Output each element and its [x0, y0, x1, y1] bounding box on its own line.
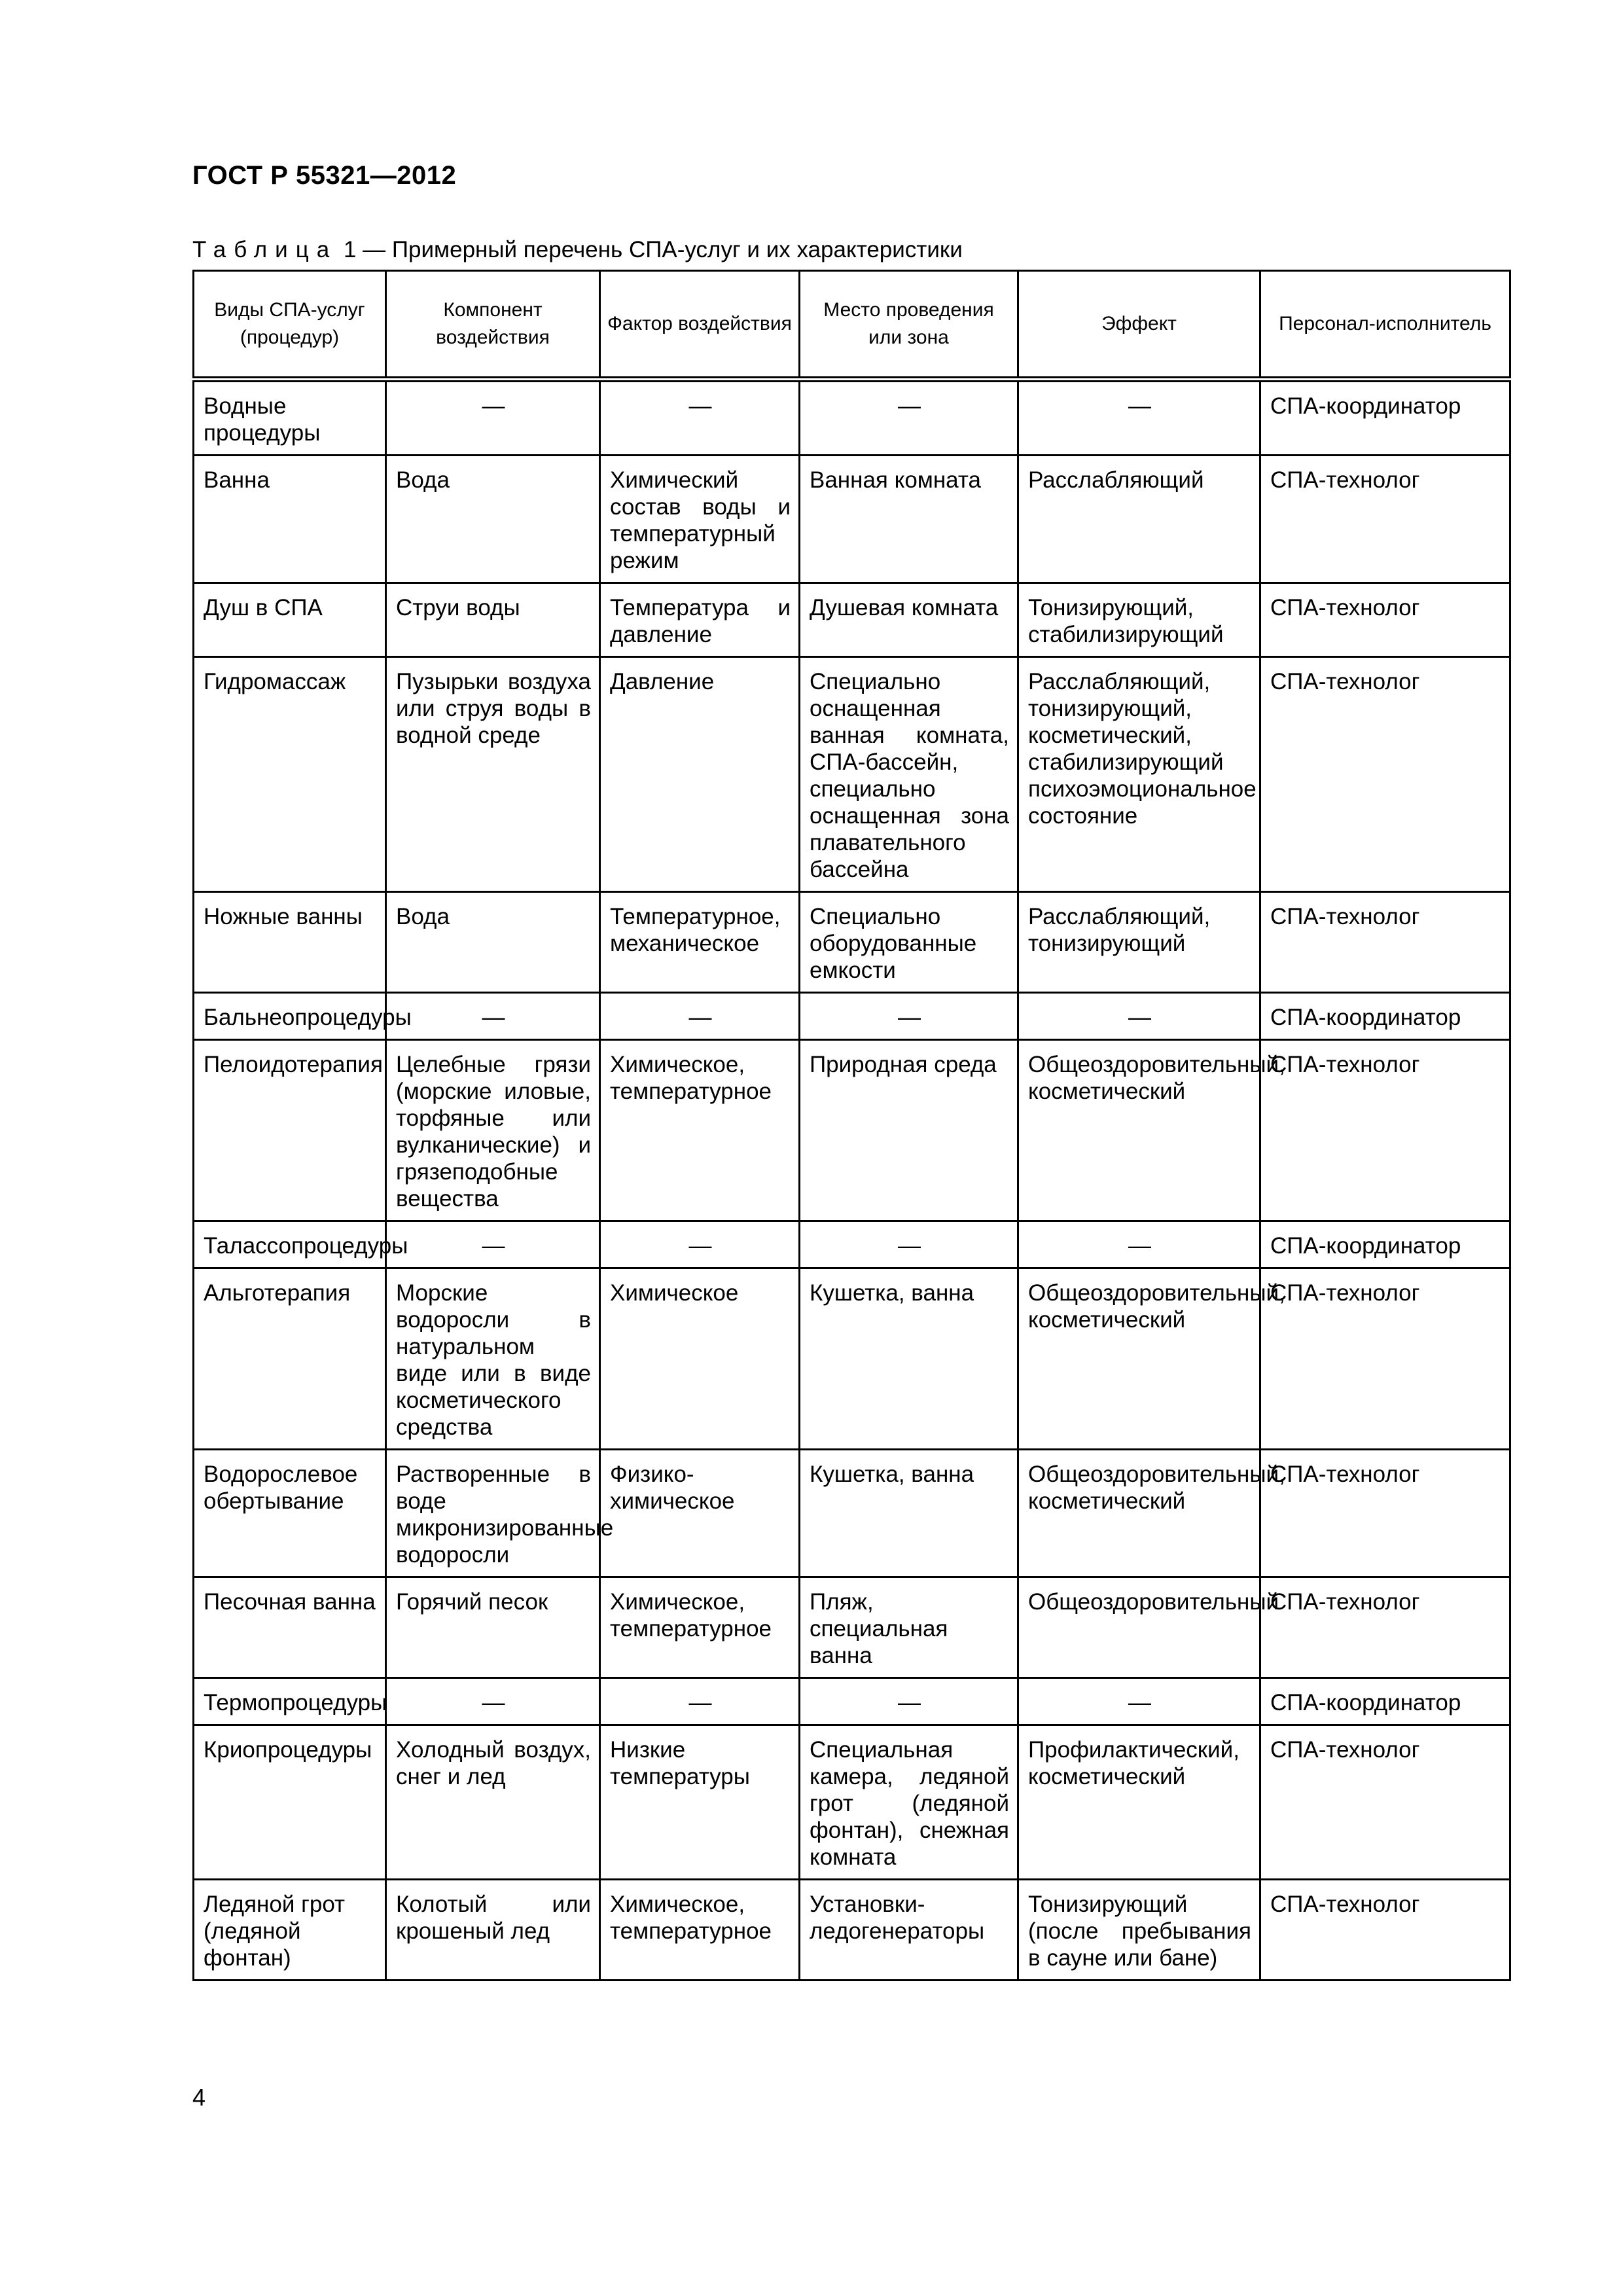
table-cell: СПА-технолог — [1260, 1268, 1510, 1450]
table-cell: Пузырьки воздуха или струя воды в водной среде — [386, 657, 600, 892]
column-header: Фактор воздействия — [600, 271, 800, 380]
table-cell: — — [800, 380, 1018, 456]
table-cell: — — [386, 1678, 600, 1725]
table-cell: СПА-технолог — [1260, 892, 1510, 993]
table-cell: Водные процедуры — [194, 380, 386, 456]
table-cell: — — [386, 1221, 600, 1268]
column-header: Эффект — [1018, 271, 1260, 380]
table-row — [194, 1040, 1510, 1221]
table-cell: Специально оборудованные емкости — [800, 892, 1018, 993]
table-cell: Холодный воздух, снег и лед — [386, 1725, 600, 1880]
table-row — [194, 1725, 1510, 1880]
column-header: Место проведения или зона — [800, 271, 1018, 380]
table-cell: Душ в СПА — [194, 583, 386, 657]
table-cell: Химический состав воды и температурный режим — [600, 456, 800, 583]
table-cell: Химическое, температурное — [600, 1040, 800, 1221]
table-cell: Криопроцедуры — [194, 1725, 386, 1880]
table-cell: Давление — [600, 657, 800, 892]
table-cell: Ножные ванны — [194, 892, 386, 993]
table-cell: Пляж, специальная ванна — [800, 1577, 1018, 1678]
table-cell: СПА-технолог — [1260, 583, 1510, 657]
table-cell: Целебные грязи (морские иловые, торфяные или вулканические) и грязеподобные вещества — [386, 1040, 600, 1221]
table-row — [194, 380, 1510, 456]
table-cell: Расслабляющий, тонизирующий — [1018, 892, 1260, 993]
table-cell: СПА-технолог — [1260, 1880, 1510, 1981]
spa-services-table — [192, 270, 1511, 1981]
table-cell: — — [800, 993, 1018, 1040]
column-header: Персонал-исполнитель — [1260, 271, 1510, 380]
table-cell: — — [1018, 993, 1260, 1040]
table-cell: — — [800, 1678, 1018, 1725]
table-cell: Специальная камера, ледяной грот (ледяной фонтан), снежная комната — [800, 1725, 1018, 1880]
table-cell: Общеоздоровительный — [1018, 1577, 1260, 1678]
table-cell: — — [1018, 1678, 1260, 1725]
table-cell: Низкие температуры — [600, 1725, 800, 1880]
table-row — [194, 1268, 1510, 1450]
table-cell: СПА-технолог — [1260, 456, 1510, 583]
table-cell: — — [600, 993, 800, 1040]
table-cell: Горячий песок — [386, 1577, 600, 1678]
table-cell: Природная среда — [800, 1040, 1018, 1221]
table-cell: СПА-координатор — [1260, 1678, 1510, 1725]
table-cell: — — [600, 1221, 800, 1268]
table-header-row — [194, 271, 1510, 380]
table-cell: Температурное, механическое — [600, 892, 800, 993]
table-row — [194, 993, 1510, 1040]
table-caption-word: Таблица — [192, 237, 338, 262]
table-cell: Термопроцедуры — [194, 1678, 386, 1725]
table-cell: Расслабляющий, тонизирующий, косметический, стабилизирующий психоэмоциональное состояние — [1018, 657, 1260, 892]
table-cell: Талассопроцедуры — [194, 1221, 386, 1268]
table-cell: — — [1018, 1221, 1260, 1268]
table-cell: СПА-технолог — [1260, 657, 1510, 892]
table-cell: Кушетка, ванна — [800, 1268, 1018, 1450]
table-cell: Бальнеопроцедуры — [194, 993, 386, 1040]
table-cell: Ледяной грот (ледяной фонтан) — [194, 1880, 386, 1981]
table-cell: Температура и давление — [600, 583, 800, 657]
table-cell: СПА-технолог — [1260, 1725, 1510, 1880]
table-row — [194, 583, 1510, 657]
table-cell: СПА-технолог — [1260, 1577, 1510, 1678]
table-cell: Морские водоросли в натуральном виде или в виде косметического средства — [386, 1268, 600, 1450]
table-body — [194, 380, 1510, 1981]
column-header: Виды СПА-услуг (процедур) — [194, 271, 386, 380]
table-cell: Ванна — [194, 456, 386, 583]
table-cell: — — [600, 380, 800, 456]
table-row — [194, 1221, 1510, 1268]
table-cell: Тонизирующий, стабилизирующий — [1018, 583, 1260, 657]
table-cell: Физико-химическое — [600, 1450, 800, 1577]
table-cell: СПА-технолог — [1260, 1040, 1510, 1221]
table-cell: СПА-координатор — [1260, 380, 1510, 456]
table-cell: Альготерапия — [194, 1268, 386, 1450]
table-cell: — — [800, 1221, 1018, 1268]
table-cell: Специально оснащенная ванная комната, СПА-бассейн, специально оснащенная зона плавательного бассейна — [800, 657, 1018, 892]
table-cell: СПА-технолог — [1260, 1450, 1510, 1577]
table-row — [194, 657, 1510, 892]
table-cell: Химическое, температурное — [600, 1880, 800, 1981]
table-cell: СПА-координатор — [1260, 1221, 1510, 1268]
page-number: 4 — [192, 2084, 206, 2111]
table-cell: Общеоздоровительный, косметический — [1018, 1268, 1260, 1450]
table-cell: Профилактический, косметический — [1018, 1725, 1260, 1880]
table-cell: Химическое, температурное — [600, 1577, 800, 1678]
table-cell: Душевая комната — [800, 583, 1018, 657]
table-cell: СПА-координатор — [1260, 993, 1510, 1040]
table-row — [194, 1577, 1510, 1678]
table-cell: Вода — [386, 892, 600, 993]
table-cell: Установки-ледогенераторы — [800, 1880, 1018, 1981]
table-cell: Химическое — [600, 1268, 800, 1450]
table-cell: Вода — [386, 456, 600, 583]
table-cell: Кушетка, ванна — [800, 1450, 1018, 1577]
table-row — [194, 892, 1510, 993]
table-cell: — — [386, 380, 600, 456]
table-cell: Пелоидотерапия — [194, 1040, 386, 1221]
table-cell: Расслабляющий — [1018, 456, 1260, 583]
table-caption — [192, 237, 963, 263]
table-row — [194, 1880, 1510, 1981]
table-cell: Струи воды — [386, 583, 600, 657]
table-cell: Гидромассаж — [194, 657, 386, 892]
table-cell: Растворенные в воде микронизированные водоросли — [386, 1450, 600, 1577]
table-row — [194, 1678, 1510, 1725]
table-row — [194, 1450, 1510, 1577]
table-row — [194, 456, 1510, 583]
column-header: Компонент воздействия — [386, 271, 600, 380]
table-cell: Водорослевое обертывание — [194, 1450, 386, 1577]
table-cell: — — [1018, 380, 1260, 456]
table-cell: — — [600, 1678, 800, 1725]
table-cell: Общеоздоровительный, косметический — [1018, 1450, 1260, 1577]
table-caption-text: 1 — Примерный перечень СПА-услуг и их характеристики — [343, 237, 963, 262]
table-cell: Колотый или крошеный лед — [386, 1880, 600, 1981]
table-cell: Тонизирующий (после пребывания в сауне или бане) — [1018, 1880, 1260, 1981]
table-cell: — — [386, 993, 600, 1040]
table-cell: Песочная ванна — [194, 1577, 386, 1678]
document-header: ГОСТ Р 55321—2012 — [192, 161, 457, 190]
table-cell: Общеоздоровительный, косметический — [1018, 1040, 1260, 1221]
table-cell: Ванная комната — [800, 456, 1018, 583]
